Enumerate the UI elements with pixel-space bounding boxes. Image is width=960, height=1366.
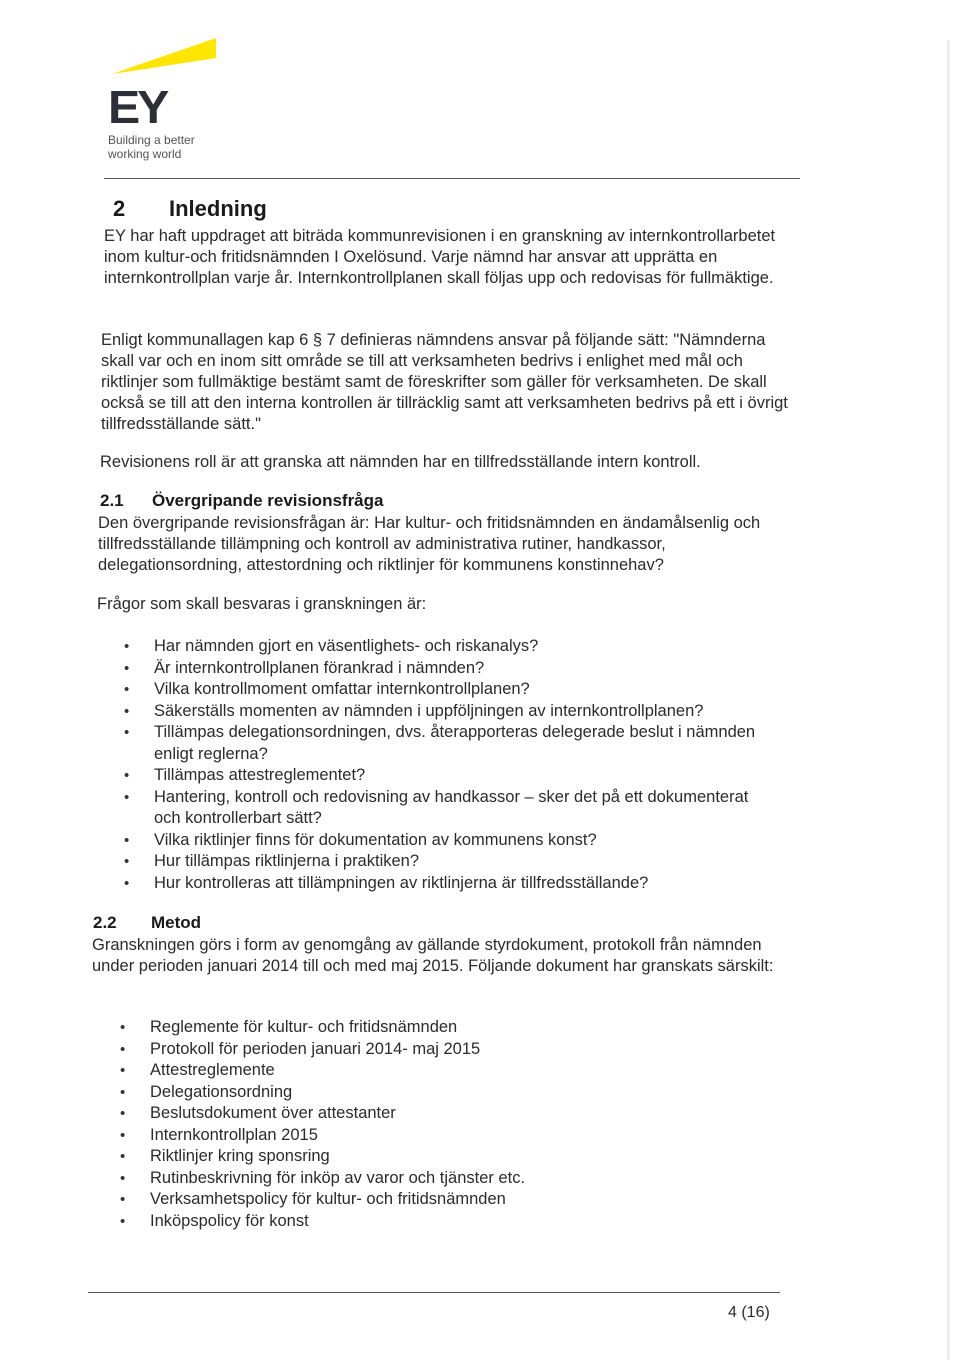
footer-divider xyxy=(88,1292,780,1293)
list-item: • Hantering, kontroll och redovisning av handkassor – sker det på ett dokumenterat och kontrollerbart sätt? xyxy=(100,787,760,830)
subsection-number: 2.1 xyxy=(100,491,124,510)
intro-paragraph-3: Revisionens roll är att granska att nämnden har en tillfredsställande intern kontroll. xyxy=(100,453,701,471)
list-item: • Beslutsdokument över attestanter xyxy=(96,1103,716,1125)
list-item: • Delegationsordning xyxy=(96,1082,716,1104)
section-title: Inledning xyxy=(169,196,267,221)
list-item: • Tillämpas delegationsordningen, dvs. återapporteras delegerade beslut i nämnden enligt reglerna? xyxy=(100,722,760,765)
list-item: • Internkontrollplan 2015 xyxy=(96,1125,716,1147)
list-item: • Protokoll för perioden januari 2014- maj 2015 xyxy=(96,1039,716,1061)
questions-list xyxy=(100,636,760,894)
method-paragraph: Granskningen görs i form av genomgång av gällande styrdokument, protokoll från nämnden under perioden januari 2014 till och med maj 2015. Följande dokument har granskats särskilt: xyxy=(92,936,774,975)
logo-tagline: Building a better working world xyxy=(108,133,195,161)
subsection-heading-2-2 xyxy=(93,913,201,933)
page-edge-shadow xyxy=(946,40,950,1360)
questions-intro: Frågor som skall besvaras i granskningen är: xyxy=(97,595,427,613)
list-item: • Är internkontrollplanen förankrad i nämnden? xyxy=(100,658,760,680)
section-number: 2 xyxy=(113,196,126,221)
subsection-heading-2-1 xyxy=(100,491,383,511)
list-item: • Rutinbeskrivning för inköp av varor och tjänster etc. xyxy=(96,1168,716,1190)
list-item: • Reglemente för kultur- och fritidsnämnden xyxy=(96,1017,716,1039)
list-item: • Hur tillämpas riktlinjerna i praktiken? xyxy=(100,851,760,873)
subsection-number: 2.2 xyxy=(93,913,117,932)
revision-question-paragraph: Den övergripande revisionsfrågan är: Har kultur- och fritidsnämnden en ändamålsenlig och tillfredsställande tillämpning och kontroll av administrativa rutiner, handkassor, delegationsordning, attestordning och riktlinjer för kommunens konstinnehav? xyxy=(98,514,761,574)
section-heading xyxy=(113,196,267,222)
page-number: 4 (16) xyxy=(728,1304,770,1321)
list-item: • Inköpspolicy för konst xyxy=(96,1211,716,1233)
documents-list xyxy=(96,1017,716,1232)
intro-paragraph-2: Enligt kommunallagen kap 6 § 7 definieras nämndens ansvar på följande sätt: "Nämnderna skall var och en inom sitt område se till att verksamheten bedrivs i enlighet med mål och riktlinjer som fullmäktige bestämt samt de föreskrifter som gäller för verksamheten. De skall också se till att den interna kontrollen är tillräcklig samt att verksamheten bedrivs på ett i övrigt tillfredsställande sätt." xyxy=(101,331,788,433)
ey-beam-icon xyxy=(104,36,224,86)
list-item: • Vilka kontrollmoment omfattar internkontrollplanen? xyxy=(100,679,760,701)
logo-wordmark: EY xyxy=(108,81,167,133)
header-divider xyxy=(104,178,800,179)
list-item: • Attestreglemente xyxy=(96,1060,716,1082)
list-item: • Har nämnden gjort en väsentlighets- och riskanalys? xyxy=(100,636,760,658)
list-item: • Hur kontrolleras att tillämpningen av riktlinjerna är tillfredsställande? xyxy=(100,873,760,895)
intro-paragraph-1: EY har haft uppdraget att biträda kommunrevisionen i en granskning av internkontrollarbetet inom kultur-och fritidsnämnden I Oxelösund. Varje nämnd har ansvar att upprätta en internkontrollplan varje år. Internkontrollplanen skall följas upp och redovisas för fullmäktige. xyxy=(104,227,776,287)
list-item: • Tillämpas attestreglementet? xyxy=(100,765,760,787)
list-item: • Verksamhetspolicy för kultur- och fritidsnämnden xyxy=(96,1189,716,1211)
list-item: • Säkerställs momenten av nämnden i uppföljningen av internkontrollplanen? xyxy=(100,701,760,723)
subsection-title: Metod xyxy=(151,913,202,932)
subsection-title: Övergripande revisionsfråga xyxy=(152,491,384,510)
list-item: • Vilka riktlinjer finns för dokumentation av kommunens konst? xyxy=(100,830,760,852)
list-item: • Riktlinjer kring sponsring xyxy=(96,1146,716,1168)
ey-logo xyxy=(104,36,224,166)
